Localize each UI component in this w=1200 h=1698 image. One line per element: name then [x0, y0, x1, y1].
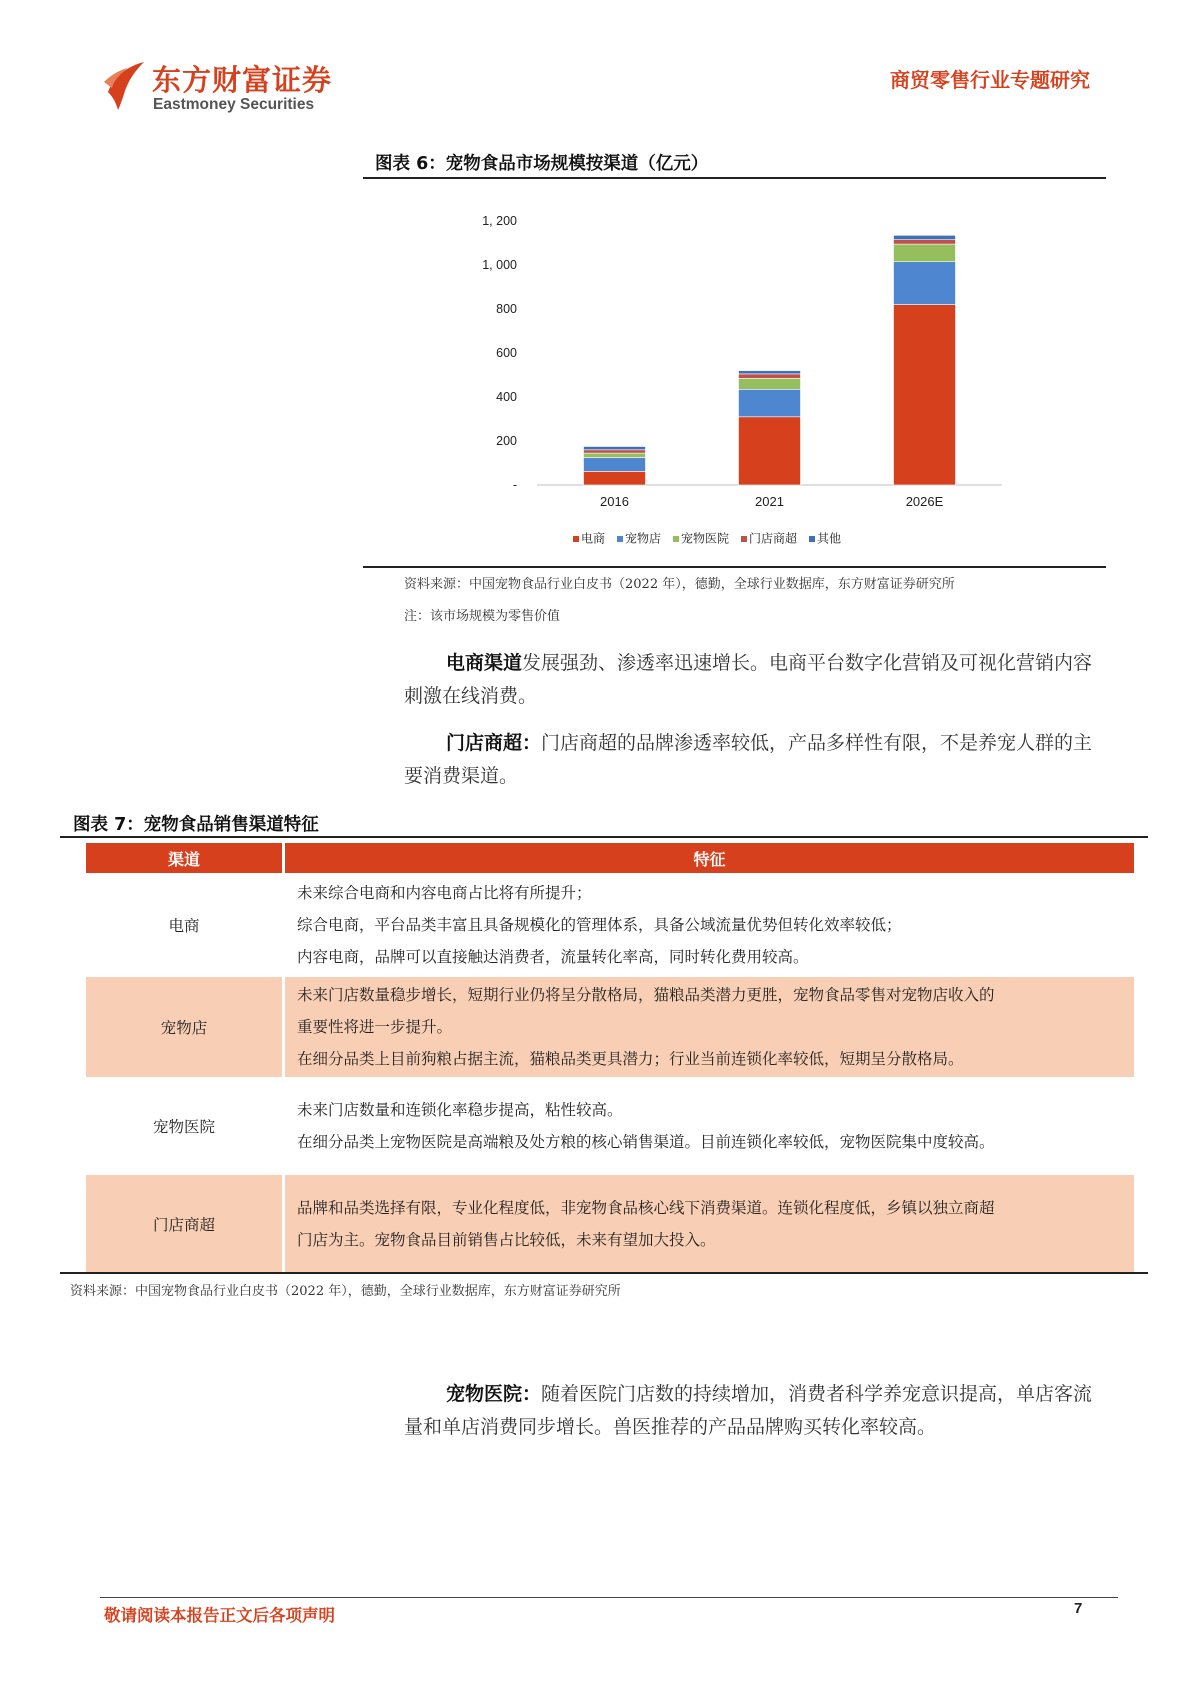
bar-segment — [584, 471, 646, 485]
figure6-chart — [460, 205, 1020, 560]
bar-segment — [894, 244, 956, 262]
paragraph-stores-bold: 门店商超： — [446, 732, 542, 754]
paragraph-stores-text: 门店商超的品牌渗透率较低，产品多样性有限，不是养宠人群的主要消费渠道。 — [404, 732, 1093, 787]
x-tick-label: 2021 — [755, 494, 784, 509]
y-tick-label: 200 — [496, 434, 517, 448]
feature-line: 品牌和品类选择有限，专业化程度低，非宠物食品核心线下消费渠道。连锁化程度低，乡镇以独立商超 — [297, 1199, 995, 1217]
y-tick-label: 1, 000 — [482, 258, 517, 272]
feature-line: 内容电商，品牌可以直接触达消费者，流量转化率高，同时转化费用较高。 — [297, 948, 809, 966]
y-tick-label: 600 — [496, 346, 517, 360]
paragraph-ecommerce — [404, 647, 1106, 713]
legend-swatch — [741, 536, 747, 542]
legend-label: 电商 — [581, 531, 606, 546]
figure6-top-rule — [363, 177, 1106, 179]
legend-label: 其他 — [817, 531, 842, 546]
figure7-title: 图表 7：宠物食品销售渠道特征 — [73, 815, 319, 835]
table-header-row — [86, 843, 1134, 873]
legend-label: 宠物店 — [625, 531, 662, 546]
logo-cn: 东方财富证券 — [152, 63, 333, 97]
bar-segment — [894, 235, 956, 239]
feature-line: 在细分品类上宠物医院是高端粮及处方粮的核心销售渠道。目前连锁化率较低，宠物医院集中度较高。 — [297, 1133, 995, 1151]
logo-mark-icon — [104, 60, 146, 112]
paragraph-hospital — [404, 1378, 1106, 1444]
x-tick-label: 2026E — [905, 494, 944, 509]
bar-segment — [894, 240, 956, 244]
figure6-bottom-rule — [363, 566, 1106, 568]
table-cell-feature — [285, 1077, 1134, 1175]
x-tick-label: 2016 — [600, 494, 629, 509]
table-cell-feature — [285, 873, 1134, 977]
bar-segment — [894, 262, 956, 305]
bar-segment — [584, 458, 646, 472]
channel-table — [86, 843, 1134, 1273]
feature-line: 门店为主。宠物食品目前销售占比较低，未来有望加大投入。 — [297, 1231, 716, 1249]
legend-swatch — [673, 536, 679, 542]
legend-label: 门店商超 — [749, 531, 798, 546]
feature-line: 未来门店数量和连锁化率稳步提高，粘性较高。 — [297, 1101, 623, 1119]
feature-line: 未来综合电商和内容电商占比将有所提升； — [297, 884, 592, 902]
y-tick-label: 1, 200 — [482, 214, 517, 228]
page-number: 7 — [1074, 1600, 1083, 1617]
figure7-source: 资料来源：中国宠物食品行业白皮书（2022 年），德勤，全球行业数据库，东方财富证券研究所 — [70, 1284, 621, 1299]
table-row — [86, 1175, 1134, 1273]
bar-segment — [739, 389, 801, 417]
table-cell-feature — [285, 1175, 1134, 1273]
feature-line: 综合电商，平台品类丰富且具备规模化的管理体系，具备公域流量优势但转化效率较低； — [297, 916, 902, 934]
paragraph-ecommerce-bold: 电商渠道 — [446, 652, 523, 674]
figure7-bottom-rule — [60, 1272, 1148, 1274]
table-cell-channel: 门店商超 — [86, 1175, 285, 1273]
logo — [104, 58, 364, 116]
y-tick-label: - — [512, 478, 517, 492]
table-row — [86, 873, 1134, 977]
bar-segment — [584, 447, 646, 450]
figure6-source: 资料来源：中国宠物食品行业白皮书（2022 年），德勤，全球行业数据库，东方财富证券研究所 — [404, 577, 955, 592]
legend-swatch — [573, 536, 579, 542]
footer-note: 敬请阅读本报告正文后各项声明 — [104, 1606, 335, 1625]
bar-segment — [739, 378, 801, 389]
table-cell-channel: 宠物店 — [86, 977, 285, 1077]
footer-rule — [100, 1597, 1118, 1598]
bar-segment — [584, 453, 646, 457]
feature-line: 未来门店数量稳步增长，短期行业仍将呈分散格局，猫粮品类潜力更胜，宠物食品零售对宠物店收入的 — [297, 986, 995, 1004]
bar-segment — [584, 450, 646, 453]
figure6-note: 注：该市场规模为零售价值 — [404, 609, 561, 624]
feature-line: 在细分品类上目前狗粮占据主流，猫粮品类更具潜力；行业当前连锁化率较低，短期呈分散格局。 — [297, 1050, 964, 1068]
table-cell-channel: 宠物医院 — [86, 1077, 285, 1175]
paragraph-hospital-bold: 宠物医院： — [446, 1383, 542, 1405]
table-cell-channel: 电商 — [86, 873, 285, 977]
bar-segment — [739, 371, 801, 374]
table-row — [86, 977, 1134, 1077]
legend-swatch — [617, 536, 623, 542]
table-header-feature: 特征 — [285, 843, 1134, 873]
table-row — [86, 1077, 1134, 1175]
y-tick-label: 800 — [496, 302, 517, 316]
feature-line: 重要性将进一步提升。 — [297, 1018, 453, 1036]
bar-segment — [739, 417, 801, 485]
figure6-title: 图表 6：宠物食品市场规模按渠道（亿元） — [375, 154, 709, 174]
legend-label: 宠物医院 — [681, 531, 730, 546]
table-header-channel: 渠道 — [86, 843, 285, 873]
paragraph-stores — [404, 727, 1106, 793]
y-tick-label: 400 — [496, 390, 517, 404]
bar-segment — [894, 305, 956, 485]
legend-swatch — [809, 536, 815, 542]
report-type: 商贸零售行业专题研究 — [890, 68, 1090, 92]
logo-en: Eastmoney Securities — [153, 96, 315, 113]
paragraph-hospital-text: 随着医院门店数的持续增加，消费者科学养宠意识提高，单店客流量和单店消费同步增长。兽医推荐的产品品牌购买转化率较高。 — [404, 1383, 1093, 1438]
bar-segment — [739, 374, 801, 378]
paragraph-ecommerce-text: 发展强劲、渗透率迅速增长。电商平台数字化营销及可视化营销内容刺激在线消费。 — [404, 652, 1093, 707]
table-cell-feature — [285, 977, 1134, 1077]
figure7-top-rule — [60, 836, 1148, 838]
